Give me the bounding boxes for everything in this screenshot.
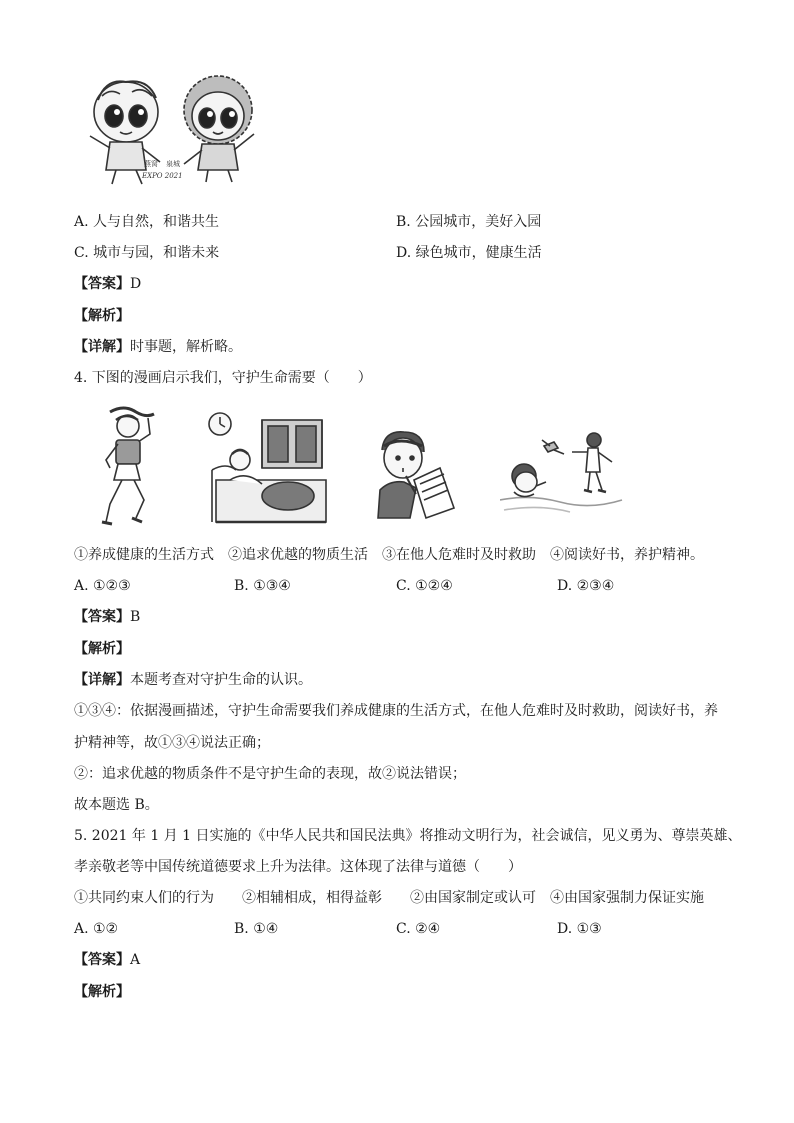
logo-text-2: 泉城 [166, 160, 180, 168]
logo-text-3: EXPO 2021 [142, 172, 183, 180]
q4-conclusion: 故本题选 B。 [74, 797, 159, 813]
q3-option-a: A. 人与自然，和谐共生 [74, 214, 220, 230]
q3-answer-value: D [130, 276, 142, 292]
q4-explain-1: ①③④：依据漫画描述，守护生命需要我们养成健康的生活方式，在他人危难时及时救助，阅读好书，养 [74, 703, 718, 719]
q4-option-d: D. ②③④ [557, 578, 615, 594]
q4-analysis-label: 【解析】 [74, 641, 130, 657]
mascot-right [184, 76, 254, 182]
q4-comic-rescue [500, 430, 624, 522]
q5-answer-label: 【答案】 [74, 952, 130, 968]
q5-analysis-label: 【解析】 [74, 984, 130, 1000]
q4-comic-running [96, 404, 168, 528]
q3-detail-text: 时事题，解析略。 [130, 339, 242, 355]
mascot-left [90, 81, 160, 184]
q4-answer-label: 【答案】 [74, 609, 130, 625]
q4-answer-value: B [130, 609, 141, 625]
logo-text-1: 燕窝 [144, 160, 158, 168]
q4-explain-2: 护精神等，故①③④说法正确； [74, 735, 270, 751]
q3-option-b: B. 公园城市，美好入园 [396, 214, 542, 230]
q4-option-c: C. ①②④ [396, 578, 453, 594]
q4-detail-label: 【详解】 [74, 672, 130, 688]
q4-option-b: B. ①③④ [234, 578, 291, 594]
q4-detail [74, 670, 312, 690]
q4-comic-sleeping [206, 410, 330, 528]
q5-option-c: C. ②④ [396, 921, 441, 937]
q5-option-a: A. ①② [74, 921, 119, 937]
q5-answer [74, 950, 140, 970]
q3-answer [74, 274, 141, 294]
q3-option-d: D. 绿色城市，健康生活 [396, 245, 542, 261]
q4-comic-reading [370, 428, 456, 522]
q5-option-b: B. ①④ [234, 921, 279, 937]
q4-statements: ①养成健康的生活方式 ②追求优越的物质生活 ③在他人危难时及时救助 ④阅读好书，养护精神。 [74, 547, 704, 563]
q3-analysis-label: 【解析】 [74, 308, 130, 324]
q5-statements: ①共同约束人们的行为 ②相辅相成，相得益彰 ②由国家制定或认可 ④由国家强制力保证实施 [74, 890, 704, 906]
q5-stem-1: 5. 2021 年 1 月 1 日实施的《中华人民共和国民法典》将推动文明行为，社会诚信，见义勇为、尊崇英雄、 [74, 828, 742, 844]
q4-answer [74, 607, 140, 627]
q3-detail-label: 【详解】 [74, 339, 130, 355]
q5-answer-value: A [130, 952, 141, 968]
q5-option-d: D. ①③ [557, 921, 602, 937]
q5-stem-2: 孝亲敬老等中国传统道德要求上升为法律。这体现了法律与道德（ ） [74, 859, 522, 875]
q4-detail-text: 本题考查对守护生命的认识。 [130, 672, 312, 688]
q4-option-a: A. ①②③ [74, 578, 131, 594]
q3-option-c: C. 城市与园，和谐未来 [74, 245, 220, 261]
mascot-illustration [76, 70, 276, 190]
q3-answer-label: 【答案】 [74, 276, 130, 292]
q4-explain-3: ②：追求优越的物质条件不是守护生命的表现，故②说法错误； [74, 766, 466, 782]
q3-detail [74, 337, 242, 357]
q4-stem: 4. 下图的漫画启示我们，守护生命需要（ ） [74, 370, 372, 386]
